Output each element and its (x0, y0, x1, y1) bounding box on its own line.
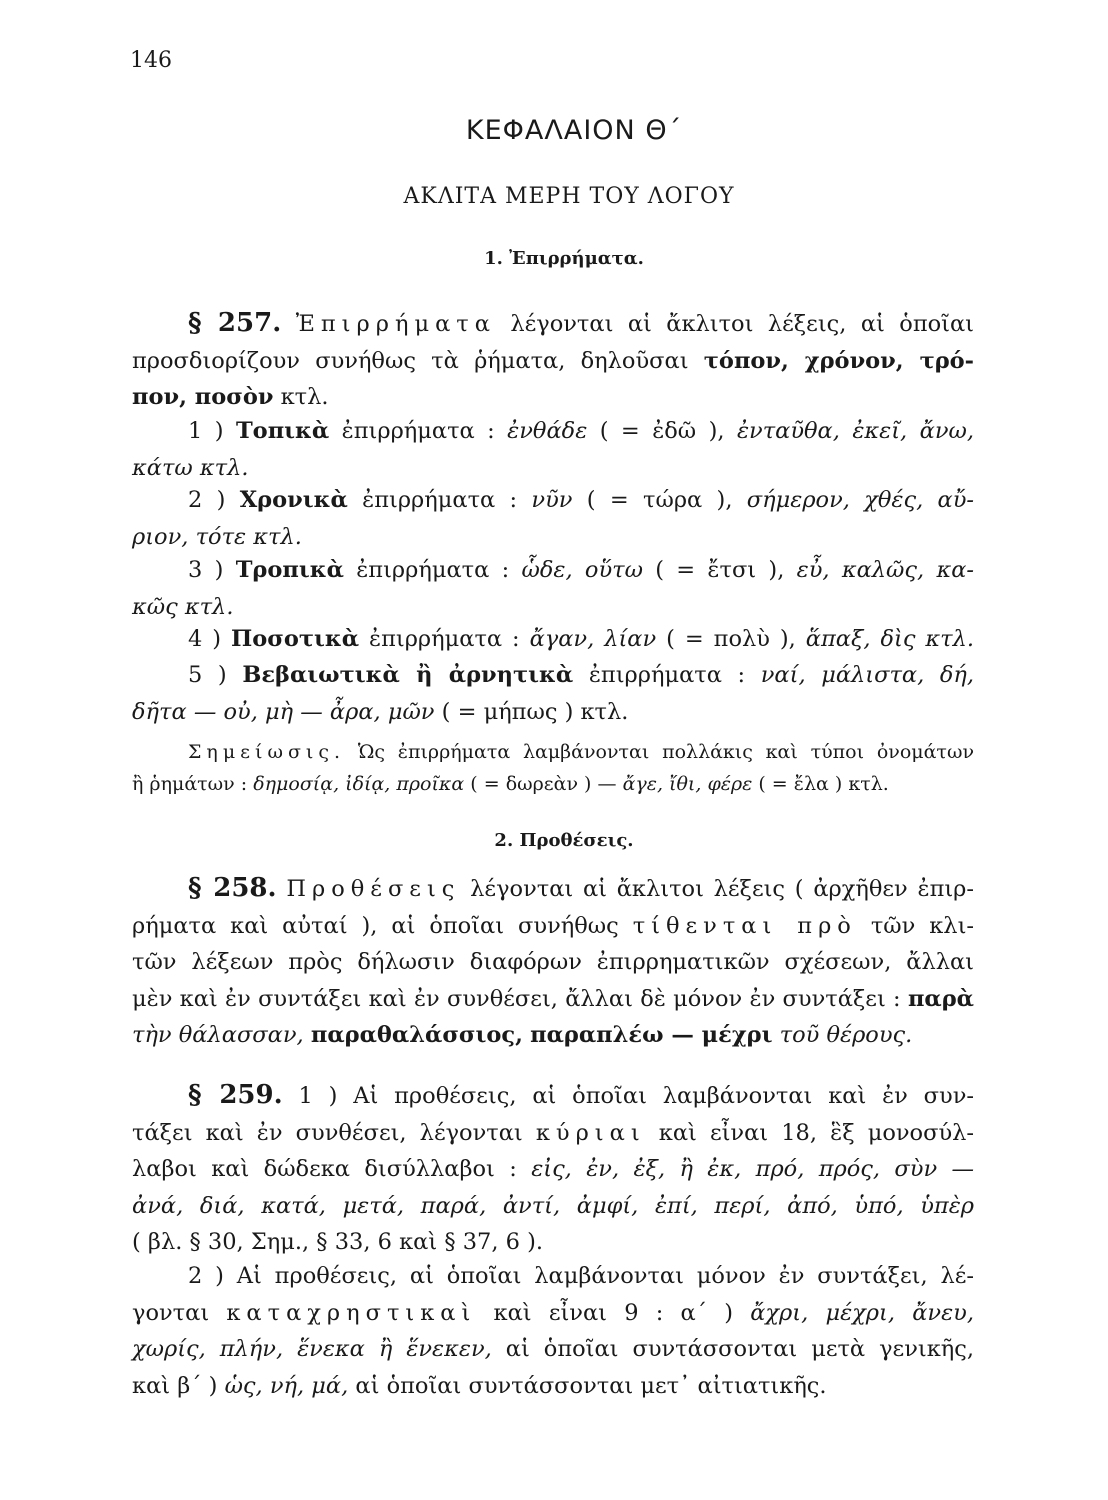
equivalent: ( = δωρεὰν ) — (470, 773, 617, 795)
example: κάτω κτλ. (132, 454, 249, 481)
text: προσδιορίζουν συνήθως τὰ ῥήματα, δηλοῦσαι (132, 347, 689, 374)
example: ἅπαξ, δὶς κτλ. (805, 626, 974, 652)
section-heading-adverbs: 1. Ἐπιρρήματα. (484, 248, 644, 269)
spaced-term: καταχρηστικαὶ (226, 1299, 477, 1326)
text: μὲν καὶ ἐν συντάξει καὶ ἐν συνθέσει, ἄλλαι δὲ μόνον ἐν συντάξει : (132, 985, 901, 1012)
equivalent: ( = ἔτσι ), (655, 557, 785, 583)
example: ἐνθάδε (507, 418, 588, 444)
text: καὶ β΄ ) (132, 1372, 218, 1399)
example: τοῦ θέρους. (779, 1022, 913, 1048)
item-number: 1 ) (188, 418, 224, 444)
example: δημοσίᾳ, ἰδίᾳ, προῖκα (253, 773, 465, 795)
text: γονται (132, 1299, 210, 1326)
text: τῶν λέξεων πρὸς δήλωσιν διαφόρων ἐπιρρηματικῶν σχέσεων, ἄλλαι (132, 949, 974, 975)
text: 2 ) Αἱ προθέσεις, αἱ ὁποῖαι λαμβάνονται μόνον ἐν συντάξει, λέ- (188, 1263, 974, 1289)
text: λέγονται αἱ ἄκλιτοι λέξεις, αἱ ὁποῖαι (510, 311, 974, 337)
item-label: Τροπικὰ (235, 557, 344, 583)
note (132, 736, 974, 800)
page-number: 146 (130, 48, 172, 73)
section-mark: § 259. (188, 1080, 283, 1110)
example: ἄχρι, μέχρι, ἄνευ, (750, 1299, 974, 1326)
section-mark: § 257. (188, 308, 282, 338)
item-label: Χρονικὰ (239, 487, 348, 513)
text: ἐπιρρήματα : (356, 557, 510, 583)
note-label: Σημείωσις. (188, 741, 346, 763)
list-item-3 (132, 552, 974, 625)
text: 1 ) Αἱ προθέσεις, αἱ ὁποῖαι λαμβάνονται καὶ ἐν συν- (298, 1083, 974, 1109)
example: εἰς, ἐν, ἐξ, ἢ ἐκ, πρό, πρός, σὺν — (531, 1156, 975, 1182)
section-heading-prepositions: 2. Προθέσεις. (494, 830, 634, 851)
list-item-4 (132, 621, 974, 658)
item-label: Βεβαιωτικὰ ἢ ἀρνητικὰ (242, 662, 574, 688)
section-mark: § 258. (188, 873, 277, 903)
equivalent: ( = ἔλα ) κτλ. (758, 773, 889, 795)
text: κτλ. (280, 384, 329, 410)
item-number: 4 ) (188, 626, 222, 652)
spaced-term: τίθενται πρὸ (632, 912, 857, 939)
example: ἀνά, διά, κατά, μετά, παρά, ἀντί, ἀμφί, ἐπί, περί, ἀπό, ὑπό, ὑπὲρ (132, 1192, 974, 1219)
text: αἱ ὁποῖαι συντάσσονται μετὰ γενικῆς, (505, 1336, 974, 1362)
equivalent: ( = τώρα ), (586, 487, 733, 513)
bold-term: πον, ποσὸν (132, 384, 274, 410)
example: τὴν θάλασσαν, (132, 1022, 304, 1048)
text: Ὡς ἐπιρρήματα λαμβάνονται πολλάκις καὶ τύποι ὀνομάτων (357, 741, 974, 763)
item-number: 2 ) (188, 487, 226, 513)
equivalent: ( = ἐδῶ ), (599, 418, 725, 444)
spaced-term: κύριαι (535, 1119, 646, 1146)
text: ἐπιρρήματα : (362, 487, 518, 513)
item-number: 5 ) (188, 662, 227, 688)
text: λέγονται αἱ ἄκλιτοι λέξεις ( ἀρχῆθεν ἐπιρ- (470, 876, 975, 902)
item-label: Ποσοτικὰ (231, 626, 360, 652)
paragraph-258 (132, 870, 974, 1054)
item-label: Τοπικὰ (235, 418, 330, 444)
bold-term: παραπλέω — μέχρι (530, 1022, 773, 1048)
bold-term: παρὰ (907, 985, 974, 1012)
example: ὡς, νή, μά, (224, 1372, 349, 1399)
example: κῶς κτλ. (132, 593, 234, 620)
text: ἐπιρρήματα : (341, 418, 495, 444)
text: ἐπιρρήματα : (369, 626, 520, 652)
example: εὖ, καλῶς, κα- (796, 557, 975, 583)
example: ναί, μάλιστα, δή, (760, 662, 975, 688)
chapter-title: ΚΕΦΑΛΑΙΟΝ Θ΄ (465, 115, 683, 146)
text: ἐπιρρήματα : (588, 662, 746, 688)
example: ριον, τότε κτλ. (132, 523, 302, 550)
equivalent: ( = πολὺ ), (666, 626, 796, 652)
text: ( βλ. § 30, Σημ., § 33, 6 καὶ § 37, 6 ). (132, 1229, 544, 1255)
text: καὶ εἶναι 9 : α΄ ) (493, 1299, 733, 1326)
text: καὶ εἶναι 18, ἓξ μονοσύλ- (658, 1119, 974, 1146)
bold-term: τόπον, χρόνον, τρό- (703, 347, 975, 374)
example: χωρίς, πλήν, ἕνεκα ἢ ἕνεκεν, (132, 1336, 492, 1362)
text: αἱ ὁποῖαι συντάσσονται μετ᾽ αἰτιατικῆς. (355, 1372, 827, 1399)
text: ρήματα καὶ αὐταί ), αἱ ὁποῖαι συνήθως (132, 912, 619, 939)
example: ὧδε, οὕτω (521, 557, 643, 583)
text: τῶν κλι- (870, 912, 974, 939)
list-item-1 (132, 413, 974, 486)
example: σήμερον, χθές, αὔ- (746, 487, 975, 513)
text: λαβοι καὶ δώδεκα δισύλλαβοι : (132, 1156, 517, 1182)
chapter-subtitle: ΑΚΛΙΤΑ ΜΕΡΗ ΤΟΥ ΛΟΓΟΥ (403, 184, 735, 209)
example: ἄγαν, λίαν (529, 626, 657, 652)
text: τάξει καὶ ἐν συνθέσει, λέγονται (132, 1119, 523, 1146)
example: ἄγε, ἴθι, φέρε (622, 773, 753, 795)
text: ἢ ῥημάτων : (132, 773, 248, 795)
item-number: 3 ) (188, 557, 224, 583)
term: Ἐπιρρήματα (295, 311, 496, 337)
example: δῆτα — οὐ, μὴ — ἆρα, μῶν (132, 698, 435, 725)
example: ἐνταῦθα, ἐκεῖ, ἄνω, (736, 418, 974, 444)
paragraph-259-part-2 (132, 1258, 974, 1404)
paragraph-257 (132, 305, 974, 416)
equivalent: ( = μήπως ) κτλ. (441, 698, 629, 725)
paragraph-259 (132, 1077, 974, 1261)
list-item-5 (132, 657, 974, 730)
bold-term: παραθαλάσσιος, (310, 1022, 523, 1048)
list-item-2 (132, 482, 974, 555)
term: Προθέσεις (286, 876, 461, 902)
example: νῦν (531, 487, 573, 513)
